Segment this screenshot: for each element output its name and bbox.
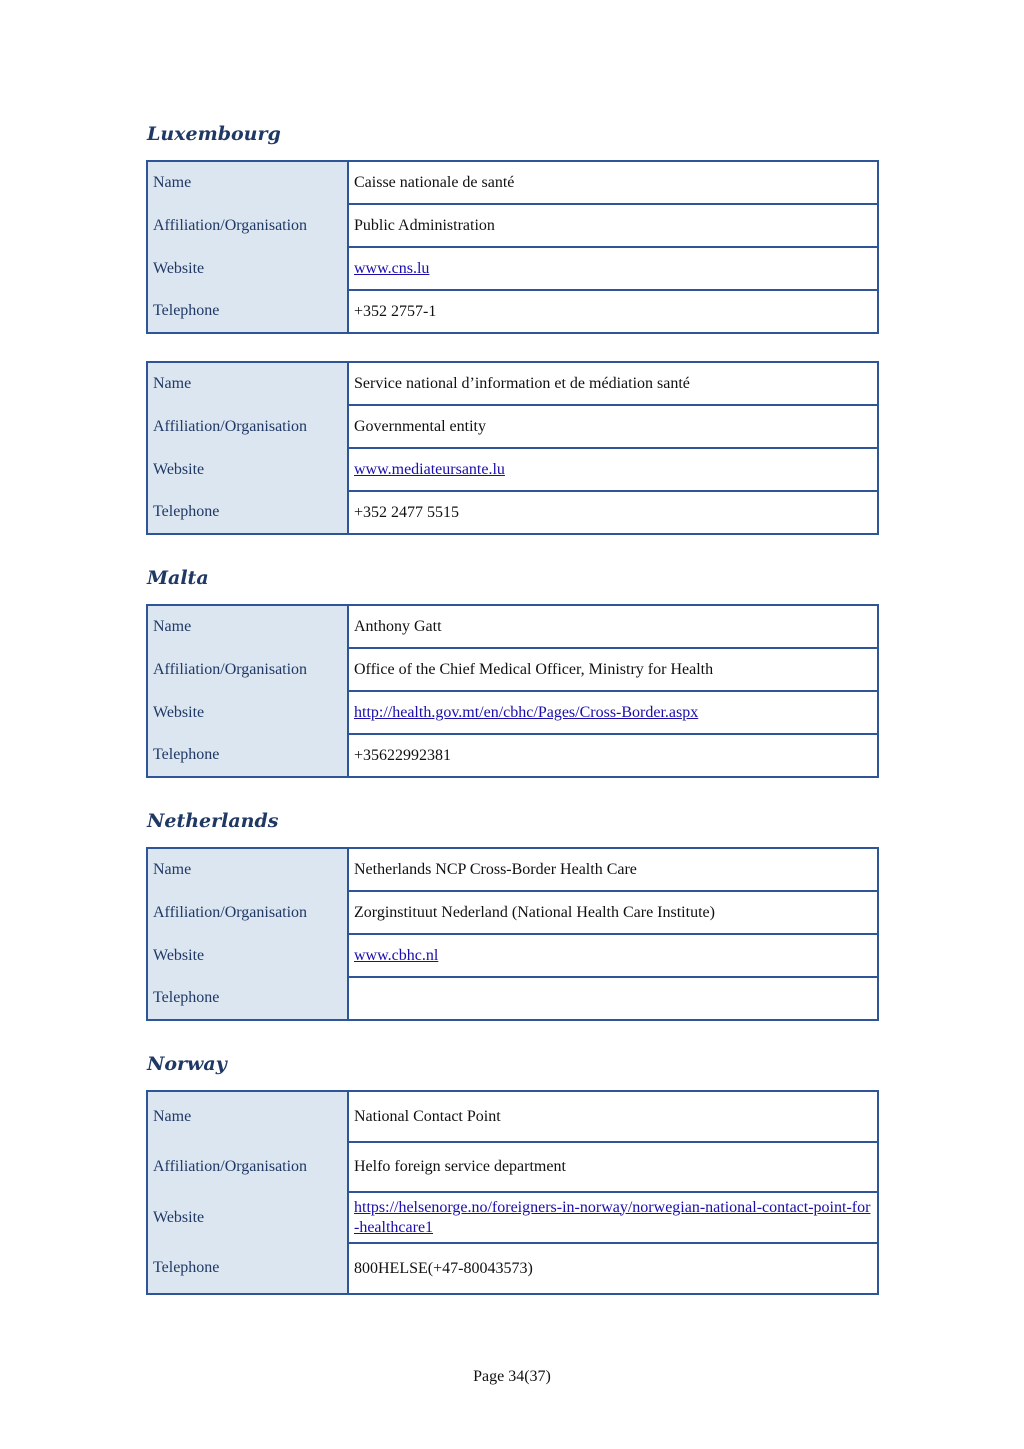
website-link[interactable]: http://health.gov.mt/en/cbhc/Pages/Cross-Border.aspx: [354, 703, 699, 721]
page-number: Page 34(37): [473, 1368, 551, 1385]
table-row: [147, 1142, 878, 1192]
affiliation-label: Affiliation/Organisation: [147, 405, 348, 448]
telephone-label: Telephone: [147, 734, 348, 777]
name-value: National Contact Point: [348, 1091, 878, 1142]
website-label: Website: [147, 448, 348, 491]
table-row: [147, 734, 878, 777]
table-row: [147, 648, 878, 691]
table-row: [147, 491, 878, 534]
affiliation-label: Affiliation/Organisation: [147, 648, 348, 691]
website-label: Website: [147, 691, 348, 734]
telephone-label: Telephone: [147, 977, 348, 1020]
website-label: Website: [147, 1192, 348, 1243]
affiliation-value: Zorginstituut Nederland (National Health Care Institute): [348, 891, 878, 934]
name-value: Service national d’information et de médiation santé: [348, 362, 878, 405]
telephone-value: [348, 977, 878, 1020]
website-label: Website: [147, 934, 348, 977]
contact-table-norway: [146, 1090, 879, 1295]
affiliation-value: Public Administration: [348, 204, 878, 247]
table-row: [147, 848, 878, 891]
telephone-label: Telephone: [147, 1243, 348, 1294]
name-value: Anthony Gatt: [348, 605, 878, 648]
website-cell: [348, 448, 878, 491]
telephone-value: +35622992381: [348, 734, 878, 777]
telephone-value: +352 2757-1: [348, 290, 878, 333]
table-row: [147, 448, 878, 491]
table-row: [147, 204, 878, 247]
name-value: Netherlands NCP Cross-Border Health Care: [348, 848, 878, 891]
affiliation-label: Affiliation/Organisation: [147, 891, 348, 934]
section-heading-netherlands: Netherlands: [147, 810, 279, 832]
affiliation-label: Affiliation/Organisation: [147, 1142, 348, 1192]
section-heading-malta: Malta: [147, 567, 209, 589]
name-label: Name: [147, 161, 348, 204]
table-row: [147, 977, 878, 1020]
affiliation-label: Affiliation/Organisation: [147, 204, 348, 247]
contact-table-luxembourg-2: [146, 361, 879, 535]
table-row: [147, 362, 878, 405]
affiliation-value: Governmental entity: [348, 405, 878, 448]
website-cell: [348, 691, 878, 734]
name-label: Name: [147, 848, 348, 891]
table-row: [147, 290, 878, 333]
table-row: [147, 1091, 878, 1142]
affiliation-value: Helfo foreign service department: [348, 1142, 878, 1192]
name-label: Name: [147, 605, 348, 648]
contact-table-malta: [146, 604, 879, 778]
section-heading-luxembourg: Luxembourg: [147, 123, 281, 145]
website-cell: [348, 934, 878, 977]
table-row: [147, 161, 878, 204]
table-row: [147, 691, 878, 734]
table-row: [147, 405, 878, 448]
website-link[interactable]: www.mediateursante.lu: [354, 460, 505, 478]
contact-table-netherlands: [146, 847, 879, 1021]
website-cell: [348, 247, 878, 290]
website-cell: [348, 1192, 878, 1243]
table-row: [147, 247, 878, 290]
affiliation-value: Office of the Chief Medical Officer, Ministry for Health: [348, 648, 878, 691]
contact-table-luxembourg-1: [146, 160, 879, 334]
table-row: [147, 605, 878, 648]
name-value: Caisse nationale de santé: [348, 161, 878, 204]
website-link[interactable]: https://helsenorge.no/foreigners-in-norway/norwegian-national-contact-point-for-healthcare1: [354, 1198, 871, 1236]
telephone-label: Telephone: [147, 491, 348, 534]
telephone-value: 800HELSE(+47-80043573): [348, 1243, 878, 1294]
name-label: Name: [147, 1091, 348, 1142]
table-row: [147, 1192, 878, 1243]
name-label: Name: [147, 362, 348, 405]
section-heading-norway: Norway: [147, 1053, 227, 1075]
telephone-label: Telephone: [147, 290, 348, 333]
telephone-value: +352 2477 5515: [348, 491, 878, 534]
website-link[interactable]: www.cbhc.nl: [354, 946, 439, 964]
table-row: [147, 934, 878, 977]
website-label: Website: [147, 247, 348, 290]
website-link[interactable]: www.cns.lu: [354, 259, 430, 277]
table-row: [147, 891, 878, 934]
table-row: [147, 1243, 878, 1294]
